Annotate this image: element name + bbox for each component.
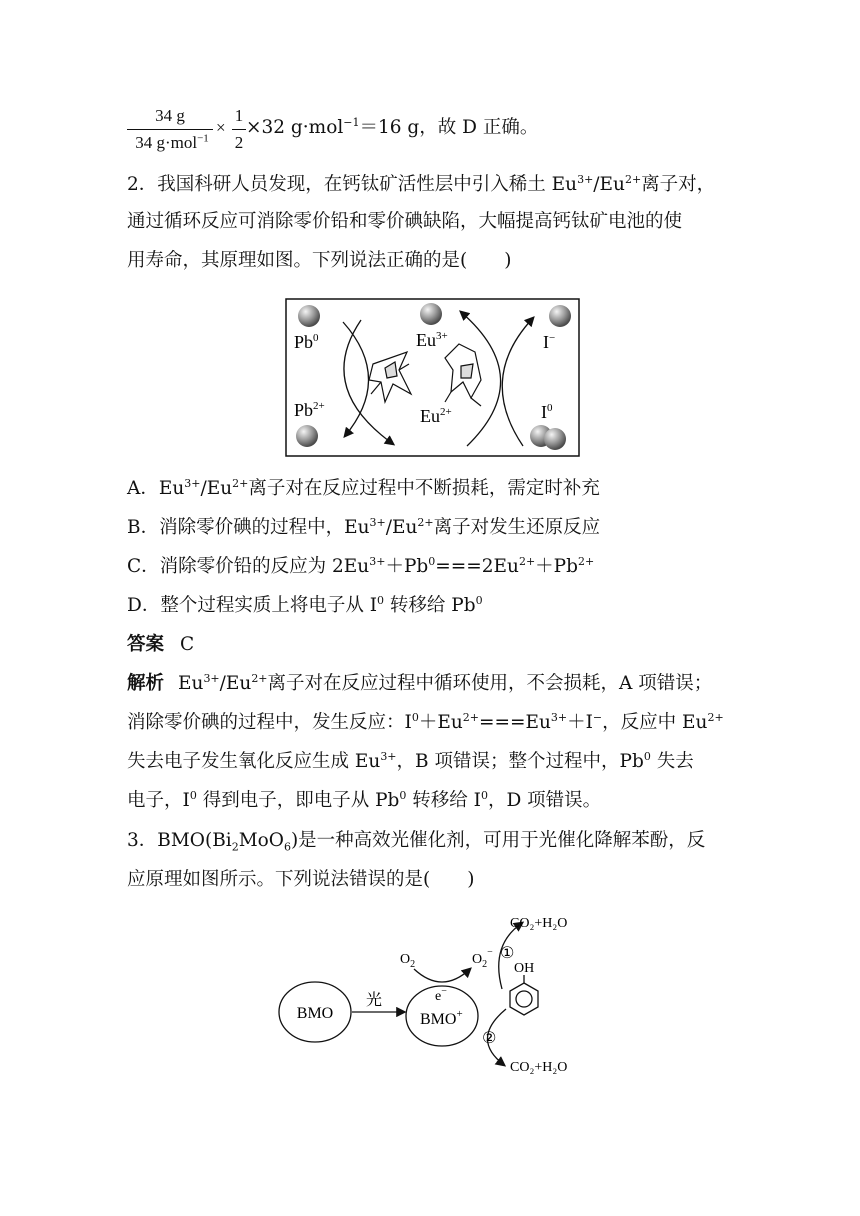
- analysis-line-1: 解析 $Eu^{3+}/Eu^{2+}$离子对在反应过程中循环使用，不会损耗，A 项错误；: [127, 671, 713, 694]
- i0-atom-b: [544, 428, 566, 450]
- molecule-right: [445, 344, 481, 406]
- q3-line-2: 应原理如图所示。下列说法错误的是( ): [127, 869, 475, 890]
- q3-line-1: 3．$BMO(Bi_2MoO_6)$是一种高效光催化剂，可用于光催化降解苯酚，反: [127, 830, 706, 854]
- option-b: B．消除零价碘的过程中，$Eu^{3+}/Eu^{2+}$离子对发生还原反应: [127, 515, 601, 538]
- pb0-atom: [298, 305, 320, 327]
- half-denominator: 2: [234, 133, 244, 152]
- pb2-label: $Pb^{2+}$: [294, 400, 325, 420]
- electron-label: e−: [435, 986, 447, 1004]
- pb2-ion: [296, 425, 318, 447]
- step-2-label: ②: [482, 1028, 497, 1047]
- step-1-label: ①: [500, 943, 515, 962]
- bmo-photocatalysis-diagram: [270, 905, 590, 1085]
- phenol-molecule: [510, 975, 538, 1015]
- molecule-left: [369, 352, 411, 402]
- oh-label: OH: [514, 961, 535, 976]
- answer-label: 答案: [127, 634, 165, 655]
- eu-cycle-diagram: [285, 298, 580, 458]
- answer-line: [127, 636, 194, 655]
- half-bar: [232, 129, 246, 130]
- pb0-label: Pb$^0$: [294, 332, 319, 352]
- eu3-ion: [420, 303, 442, 325]
- o2-label: $O_2$: [400, 952, 416, 970]
- q2-line-1: 2．我国科研人员发现，在钙钛矿活性层中引入稀土 $Eu^{3+}/Eu^{2+}$离子对，: [127, 172, 716, 195]
- fraction-denominator: 34 g·mol$^{-1}$: [135, 132, 209, 152]
- answer-value: C: [180, 634, 195, 655]
- o2minus-label: $O_2^-$: [472, 947, 493, 970]
- bmo-label: BMO: [296, 1005, 334, 1022]
- top-line-result: ×32 g·mol$^{-1}$＝16 g，故 D 正确。: [246, 115, 539, 138]
- bmo-plus-label: BMO+: [420, 1008, 463, 1028]
- product-bottom: CO₂+H₂O: [510, 1060, 568, 1075]
- analysis-line-2: 消除零价碘的过程中，发生反应：$I^0+Eu^{2+}===Eu^{3+}+I^-$，反应中 $Eu^{2+}$: [127, 710, 724, 733]
- fraction-molar: [127, 106, 217, 156]
- iminus-label: I−: [543, 332, 556, 352]
- times-sign: ×: [216, 118, 226, 137]
- option-a: A．$Eu^{3+}/Eu^{2+}$离子对在反应过程中不断损耗，需定时补充: [127, 476, 600, 499]
- iminus-ion: [549, 305, 571, 327]
- eu3-label: $Eu^{3+}$: [416, 330, 448, 350]
- i0-label: $I^0$: [541, 402, 553, 422]
- analysis-line-3: 失去电子发生氧化反应生成 $Eu^{3+}$，B 项错误；整个过程中，Pb$^0$ 失去: [127, 749, 694, 772]
- product-top: CO₂+H₂O: [510, 916, 568, 931]
- option-c: C．消除零价铅的反应为 $2Eu^{3+}+Pb^0===2Eu^{2+}+Pb^{2+}$: [127, 554, 595, 577]
- q2-line-2: 通过循环反应可消除零价铅和零价碘缺陷，大幅提高钙钛矿电池的使: [127, 211, 683, 232]
- half-numerator: 1: [234, 106, 244, 125]
- analysis-label: 解析: [127, 673, 165, 694]
- analysis-line-4: 电子，$I^0$ 得到电子，即电子从 Pb$^0$ 转移给 $I^0$，D 项错误。: [127, 788, 602, 811]
- q2-line-3: 用寿命，其原理如图。下列说法正确的是( ): [127, 250, 512, 271]
- option-d: D．整个过程实质上将电子从 $I^0$ 转移给 Pb$^0$: [127, 593, 483, 616]
- eu2-label: $Eu^{2+}$: [420, 406, 452, 426]
- arrow-i0-to-iminus: [502, 318, 533, 446]
- fraction-bar: [127, 129, 213, 130]
- fraction-half: [232, 106, 246, 156]
- fraction-numerator: 34 g: [155, 106, 185, 125]
- o2-reduction-arrow: [414, 969, 470, 982]
- light-label: 光: [365, 990, 383, 1009]
